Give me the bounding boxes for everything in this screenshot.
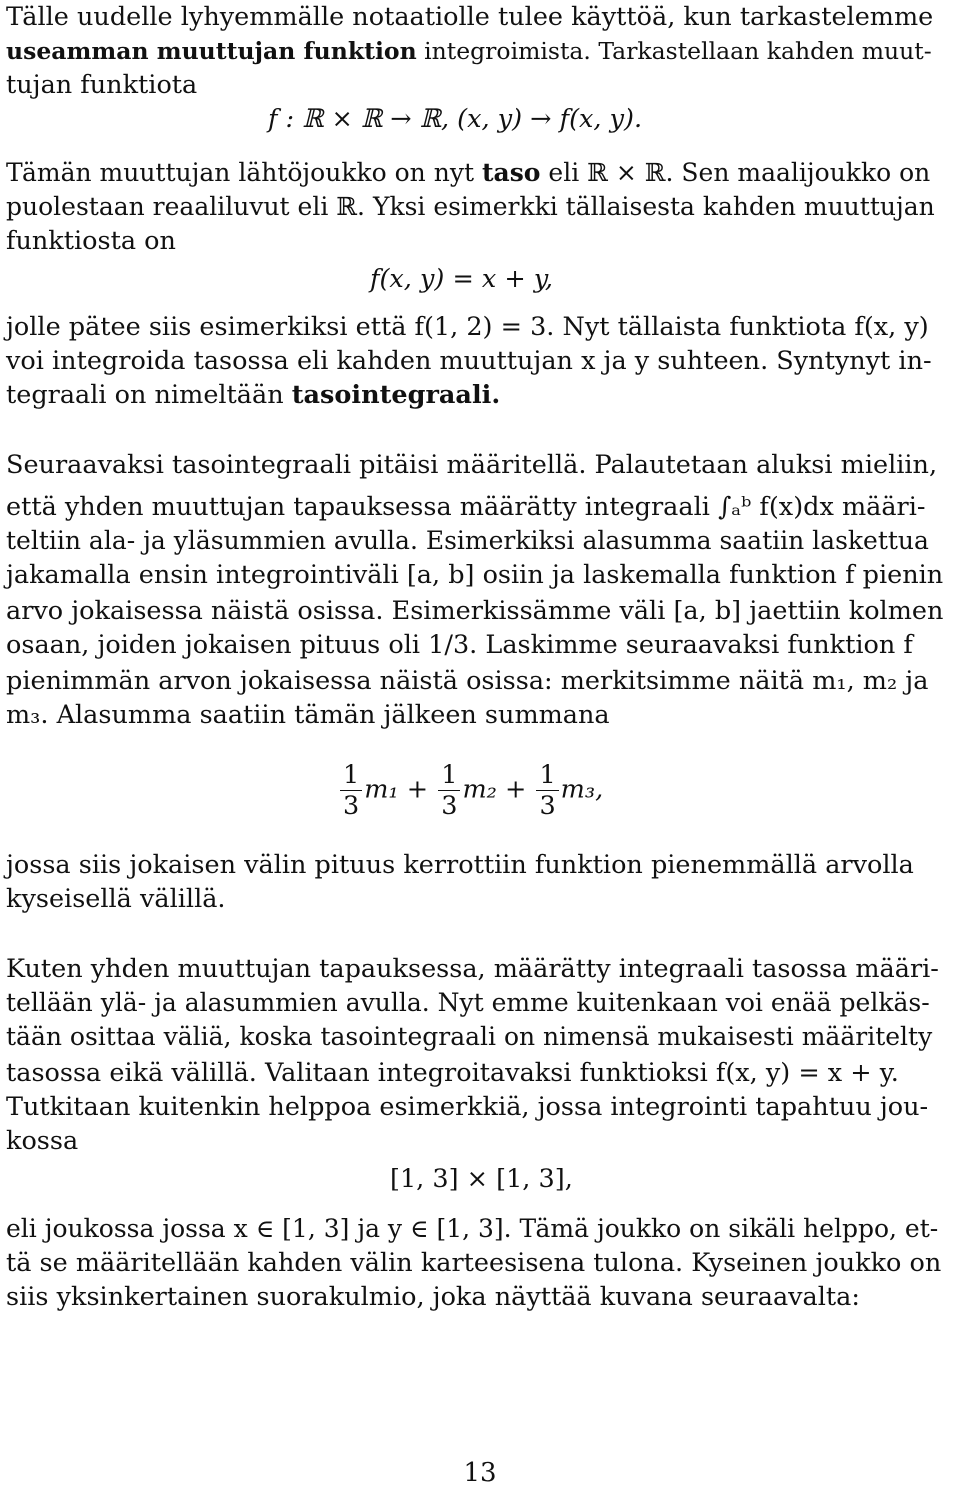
fraction — [536, 760, 558, 821]
fraction-numerator: 1 — [340, 760, 362, 791]
equation-term: m₁ + — [364, 774, 429, 805]
text-line: m₃. Alasumma saatiin tämän jälkeen summana — [6, 700, 610, 730]
text-line: kossa — [6, 1126, 79, 1156]
equation-text: f(x, y) = x + y, — [370, 264, 553, 294]
fraction — [340, 760, 362, 821]
text-line: funktiosta on — [6, 226, 176, 256]
bold-term: useamman muuttujan funktion — [6, 37, 417, 65]
text-line: tellään ylä- ja alasummien avulla. Nyt emme kuitenkaan voi enää pelkäs- — [6, 988, 930, 1017]
text-line: Tälle uudelle lyhyemmälle notaatiolle tulee käyttöä, kun tarkastelemme — [6, 2, 934, 32]
text-fragment: tegraali on nimeltään — [6, 380, 284, 410]
text-line — [6, 34, 946, 68]
fraction-numerator: 1 — [438, 760, 460, 791]
text-line: voi integroida tasossa eli kahden muuttujan x ja y suhteen. Syntynyt in- — [6, 346, 932, 376]
text-line: pienimmän arvon jokaisessa näistä osissa: merkitsimme näitä m₁, m₂ ja — [6, 666, 929, 696]
fraction-denominator: 3 — [539, 791, 556, 821]
equation-lower-sum — [338, 760, 603, 821]
text-line: että yhden muuttujan tapauksessa määrätty integraali ∫ₐᵇ f(x)dx määri- — [6, 492, 926, 522]
equation-rectangle-set — [390, 1162, 573, 1196]
text-line: tä se määritellään kahden välin karteesisena tulona. Kyseinen joukko on — [6, 1248, 942, 1278]
text-line: jakamalla ensin integrointiväli [a, b] osiin ja laskemalla funktion f pienin — [6, 560, 944, 590]
equation-text: f : ℝ × ℝ → ℝ, (x, y) → f(x, y). — [268, 104, 643, 134]
fraction — [438, 760, 460, 821]
text-line: Seuraavaksi tasointegraali pitäisi määritellä. Palautetaan aluksi mieliin, — [6, 450, 938, 480]
text-line: Kuten yhden muuttujan tapauksessa, määrätty integraali tasossa määri- — [6, 954, 939, 984]
text-fragment: integroimista. Tarkastellaan kahden muut- — [424, 37, 932, 65]
text-line: siis yksinkertainen suorakulmio, joka näyttää kuvana seuraavalta: — [6, 1282, 860, 1312]
bold-term: taso — [481, 158, 541, 187]
equation-text: [1, 3] × [1, 3], — [390, 1164, 573, 1194]
text-line — [6, 156, 946, 190]
text-fragment: Tämän muuttujan lähtöjoukko on nyt — [6, 158, 474, 187]
equation-term: m₃, — [560, 774, 604, 805]
text-line — [6, 378, 946, 412]
text-line: tujan funktiota — [6, 70, 198, 100]
text-line: tään osittaa väliä, koska tasointegraali on nimensä mukaisesti määritelty — [6, 1022, 933, 1051]
text-line: jossa siis jokaisen välin pituus kerrottiin funktion pienemmällä arvolla — [6, 850, 914, 880]
fraction-denominator: 3 — [441, 791, 458, 821]
equation-example-function — [370, 262, 553, 296]
text-line: Tutkitaan kuitenkin helppoa esimerkkiä, jossa integrointi tapahtuu jou- — [6, 1092, 929, 1122]
text-line: jolle pätee siis esimerkiksi että f(1, 2) = 3. Nyt tällaista funktiota f(x, y) — [6, 312, 929, 342]
equation-function-definition — [268, 102, 642, 136]
text-line: eli joukossa jossa x ∈ [1, 3] ja y ∈ [1, 3]. Tämä joukko on sikäli helppo, et- — [6, 1214, 939, 1243]
text-line: kyseisellä välillä. — [6, 884, 226, 914]
text-line: teltiin ala- ja yläsummien avulla. Esimerkiksi alasumma saatiin laskettua — [6, 526, 929, 555]
text-fragment: eli ℝ × ℝ. Sen maalijoukko on — [548, 158, 931, 187]
text-line: tasossa eikä välillä. Valitaan integroitavaksi funktioksi f(x, y) = x + y. — [6, 1058, 899, 1088]
equation-term: m₂ + — [462, 774, 527, 805]
text-line: puolestaan reaaliluvut eli ℝ. Yksi esimerkki tällaisesta kahden muuttujan — [6, 192, 935, 221]
page-number: 13 — [463, 1458, 497, 1488]
text-line: arvo jokaisessa näistä osissa. Esimerkissämme väli [a, b] jaettiin kolmen — [6, 596, 944, 626]
fraction-denominator: 3 — [343, 791, 360, 821]
text-line: osaan, joiden jokaisen pituus oli 1/3. Laskimme seuraavaksi funktion f — [6, 630, 913, 660]
fraction-numerator: 1 — [536, 760, 558, 791]
bold-term: tasointegraali. — [291, 380, 501, 410]
